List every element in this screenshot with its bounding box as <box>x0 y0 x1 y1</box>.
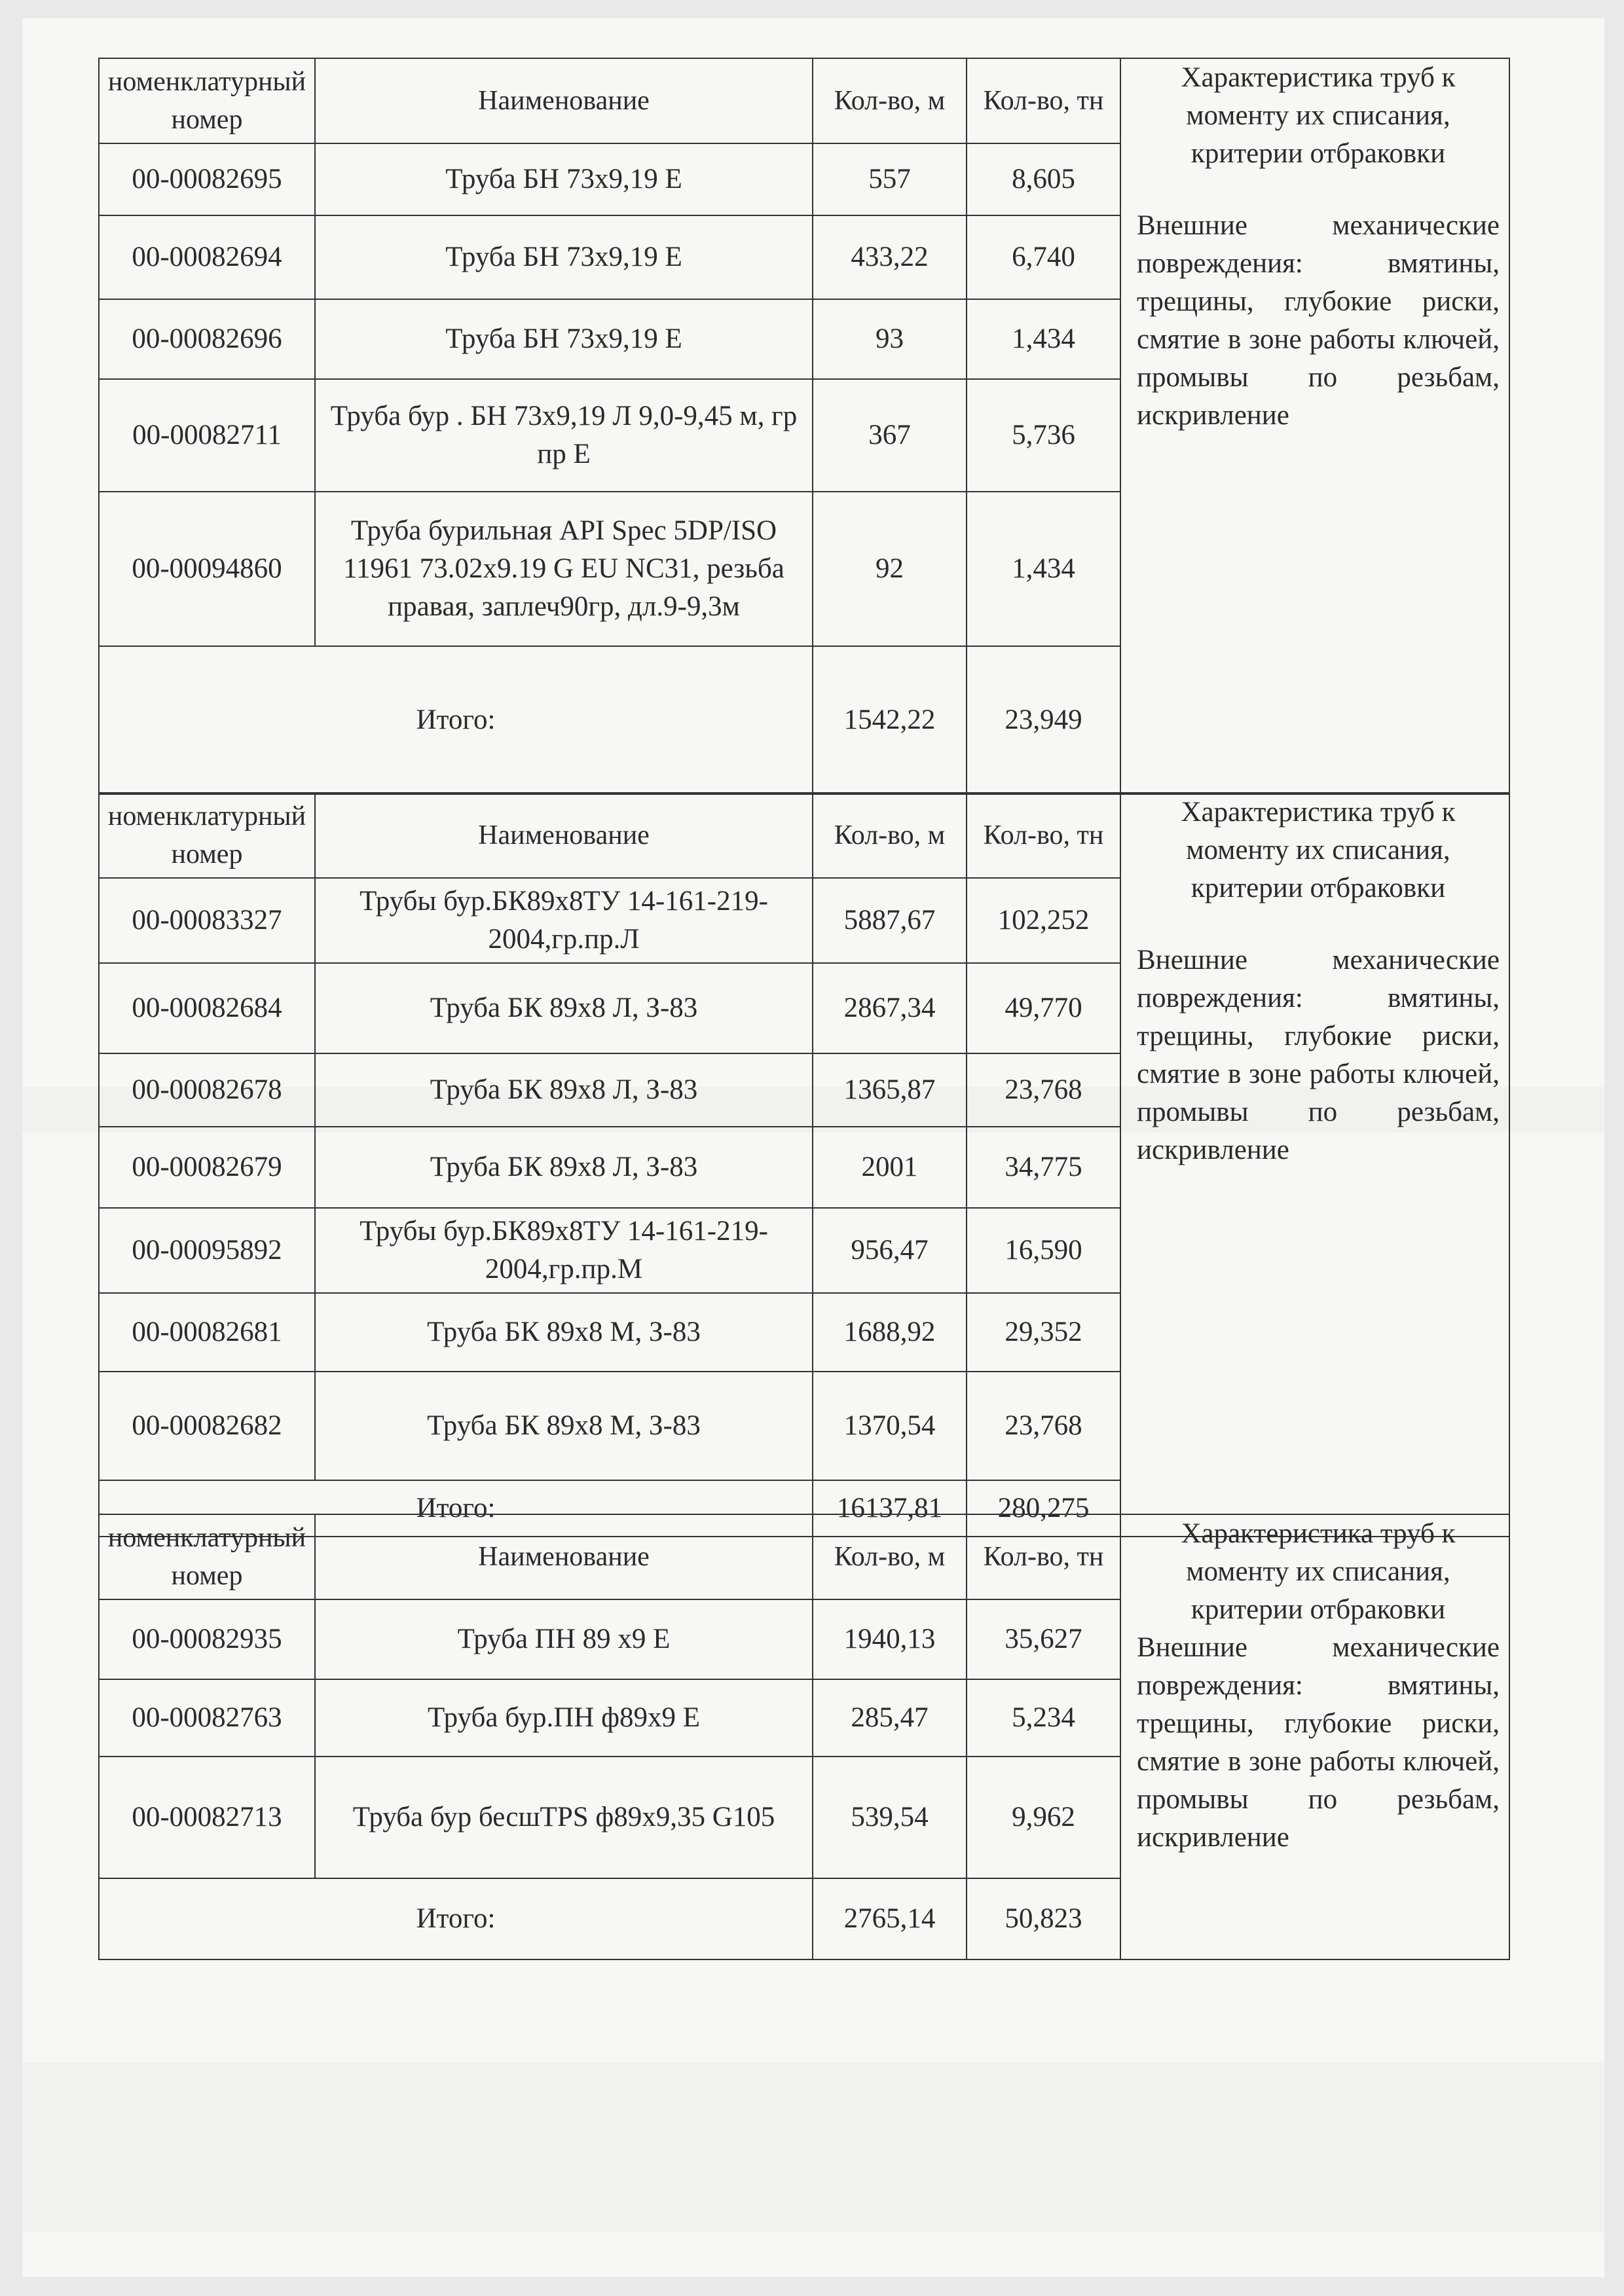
item-name: Труба БН 73х9,19 Е <box>315 299 813 379</box>
header-name: Наименование <box>315 1514 813 1599</box>
quantity-m: 367 <box>813 379 967 492</box>
quantity-t: 49,770 <box>967 963 1120 1053</box>
quantity-t: 5,736 <box>967 379 1120 492</box>
nomenclature-number: 00-00095892 <box>99 1208 315 1293</box>
characteristic-text: Внешние механические повреждения: вмятины, трещины, глубокие риски, смятие в зоне работы ключей, промывы по резьбам, искривление <box>1137 210 1500 431</box>
header-nomenclature-number: номенклатурный номер <box>99 793 315 878</box>
header-nomenclature-number: номенклатурный номер <box>99 1514 315 1599</box>
quantity-t: 35,627 <box>967 1599 1120 1679</box>
item-name: Труба БК 89х8 М, З-83 <box>315 1293 813 1372</box>
item-name: Труба БК 89х8 М, З-83 <box>315 1372 813 1480</box>
nomenclature-number: 00-00083327 <box>99 878 315 963</box>
pipes-table-3 <box>98 1514 1510 1960</box>
header-quantity-m: Кол-во, м <box>813 793 967 878</box>
nomenclature-number: 00-00082681 <box>99 1293 315 1372</box>
item-name: Труба бур . БН 73х9,19 Л 9,0-9,45 м, гр пр Е <box>315 379 813 492</box>
characteristic-title: Характеристика труб к моменту их списания, критерии отбраковки <box>1181 797 1456 903</box>
quantity-m: 285,47 <box>813 1679 967 1757</box>
quantity-m: 2001 <box>813 1127 967 1208</box>
header-quantity-t: Кол-во, тн <box>967 793 1120 878</box>
header-quantity-m: Кол-во, м <box>813 58 967 143</box>
quantity-m: 956,47 <box>813 1208 967 1293</box>
item-name: Труба бурильная API Spec 5DP/ISO 11961 73.02x9.19 G EU NC31, резьба правая, заплеч90гр, дл.9-9,3м <box>315 492 813 646</box>
item-name: Трубы бур.БК89х8ТУ 14-161-219-2004,гр.пр.М <box>315 1208 813 1293</box>
total-quantity-m: 16137,81 <box>813 1480 967 1537</box>
nomenclature-number: 00-00082684 <box>99 963 315 1053</box>
total-quantity-t: 50,823 <box>967 1878 1120 1959</box>
characteristic-cell <box>1120 58 1509 794</box>
quantity-m: 2867,34 <box>813 963 967 1053</box>
item-name: Труба БН 73х9,19 Е <box>315 143 813 215</box>
nomenclature-number: 00-00082695 <box>99 143 315 215</box>
characteristic-text: Внешние механические повреждения: вмятины, трещины, глубокие риски, смятие в зоне работы ключей, промывы по резьбам, искривление <box>1137 1632 1500 1853</box>
characteristic-text: Внешние механические повреждения: вмятины, трещины, глубокие риски, смятие в зоне работы ключей, промывы по резьбам, искривление <box>1137 945 1500 1165</box>
quantity-m: 1365,87 <box>813 1053 967 1127</box>
characteristic-cell <box>1120 1514 1509 1959</box>
quantity-m: 5887,67 <box>813 878 967 963</box>
header-quantity-t: Кол-во, тн <box>967 58 1120 143</box>
quantity-m: 1688,92 <box>813 1293 967 1372</box>
nomenclature-number: 00-00082696 <box>99 299 315 379</box>
quantity-t: 23,768 <box>967 1053 1120 1127</box>
nomenclature-number: 00-00082682 <box>99 1372 315 1480</box>
nomenclature-number: 00-00082679 <box>99 1127 315 1208</box>
quantity-t: 5,234 <box>967 1679 1120 1757</box>
characteristic-cell <box>1120 793 1509 1537</box>
pipes-table-2 <box>98 792 1510 1537</box>
item-name: Труба ПН 89 х9 Е <box>315 1599 813 1679</box>
characteristic-title: Характеристика труб к моменту их списания, критерии отбраковки <box>1181 1518 1456 1625</box>
quantity-t: 34,775 <box>967 1127 1120 1208</box>
total-label: Итого: <box>99 1878 813 1959</box>
total-quantity-m: 2765,14 <box>813 1878 967 1959</box>
header-quantity-t: Кол-во, тн <box>967 1514 1120 1599</box>
quantity-t: 6,740 <box>967 215 1120 299</box>
item-name: Трубы бур.БК89х8ТУ 14-161-219-2004,гр.пр.Л <box>315 878 813 963</box>
item-name: Труба бур бесшTPS ф89х9,35 G105 <box>315 1757 813 1878</box>
nomenclature-number: 00-00082763 <box>99 1679 315 1757</box>
quantity-t: 9,962 <box>967 1757 1120 1878</box>
table-header-row <box>99 58 1509 143</box>
nomenclature-number: 00-00082935 <box>99 1599 315 1679</box>
quantity-t: 23,768 <box>967 1372 1120 1480</box>
quantity-t: 1,434 <box>967 492 1120 646</box>
header-name: Наименование <box>315 58 813 143</box>
scan-shade-band <box>22 2062 1604 2232</box>
quantity-m: 539,54 <box>813 1757 967 1878</box>
nomenclature-number: 00-00082713 <box>99 1757 315 1878</box>
quantity-m: 557 <box>813 143 967 215</box>
quantity-m: 92 <box>813 492 967 646</box>
total-label: Итого: <box>99 646 813 794</box>
quantity-t: 29,352 <box>967 1293 1120 1372</box>
total-quantity-t: 280,275 <box>967 1480 1120 1537</box>
quantity-t: 1,434 <box>967 299 1120 379</box>
characteristic-title: Характеристика труб к моменту их списания, критерии отбраковки <box>1181 62 1456 169</box>
item-name: Труба БН 73х9,19 Е <box>315 215 813 299</box>
quantity-m: 1370,54 <box>813 1372 967 1480</box>
quantity-t: 16,590 <box>967 1208 1120 1293</box>
table-header-row <box>99 1514 1509 1599</box>
nomenclature-number: 00-00094860 <box>99 492 315 646</box>
table-header-row <box>99 793 1509 878</box>
header-name: Наименование <box>315 793 813 878</box>
total-quantity-t: 23,949 <box>967 646 1120 794</box>
item-name: Труба бур.ПН ф89х9 Е <box>315 1679 813 1757</box>
item-name: Труба БК 89х8 Л, З-83 <box>315 963 813 1053</box>
total-label: Итого: <box>99 1480 813 1537</box>
header-quantity-m: Кол-во, м <box>813 1514 967 1599</box>
quantity-t: 8,605 <box>967 143 1120 215</box>
quantity-m: 433,22 <box>813 215 967 299</box>
quantity-m: 1940,13 <box>813 1599 967 1679</box>
nomenclature-number: 00-00082694 <box>99 215 315 299</box>
total-quantity-m: 1542,22 <box>813 646 967 794</box>
nomenclature-number: 00-00082678 <box>99 1053 315 1127</box>
quantity-m: 93 <box>813 299 967 379</box>
nomenclature-number: 00-00082711 <box>99 379 315 492</box>
item-name: Труба БК 89х8 Л, З-83 <box>315 1127 813 1208</box>
quantity-t: 102,252 <box>967 878 1120 963</box>
header-nomenclature-number: номенклатурный номер <box>99 58 315 143</box>
pipes-table-1 <box>98 58 1510 795</box>
item-name: Труба БК 89х8 Л, З-83 <box>315 1053 813 1127</box>
